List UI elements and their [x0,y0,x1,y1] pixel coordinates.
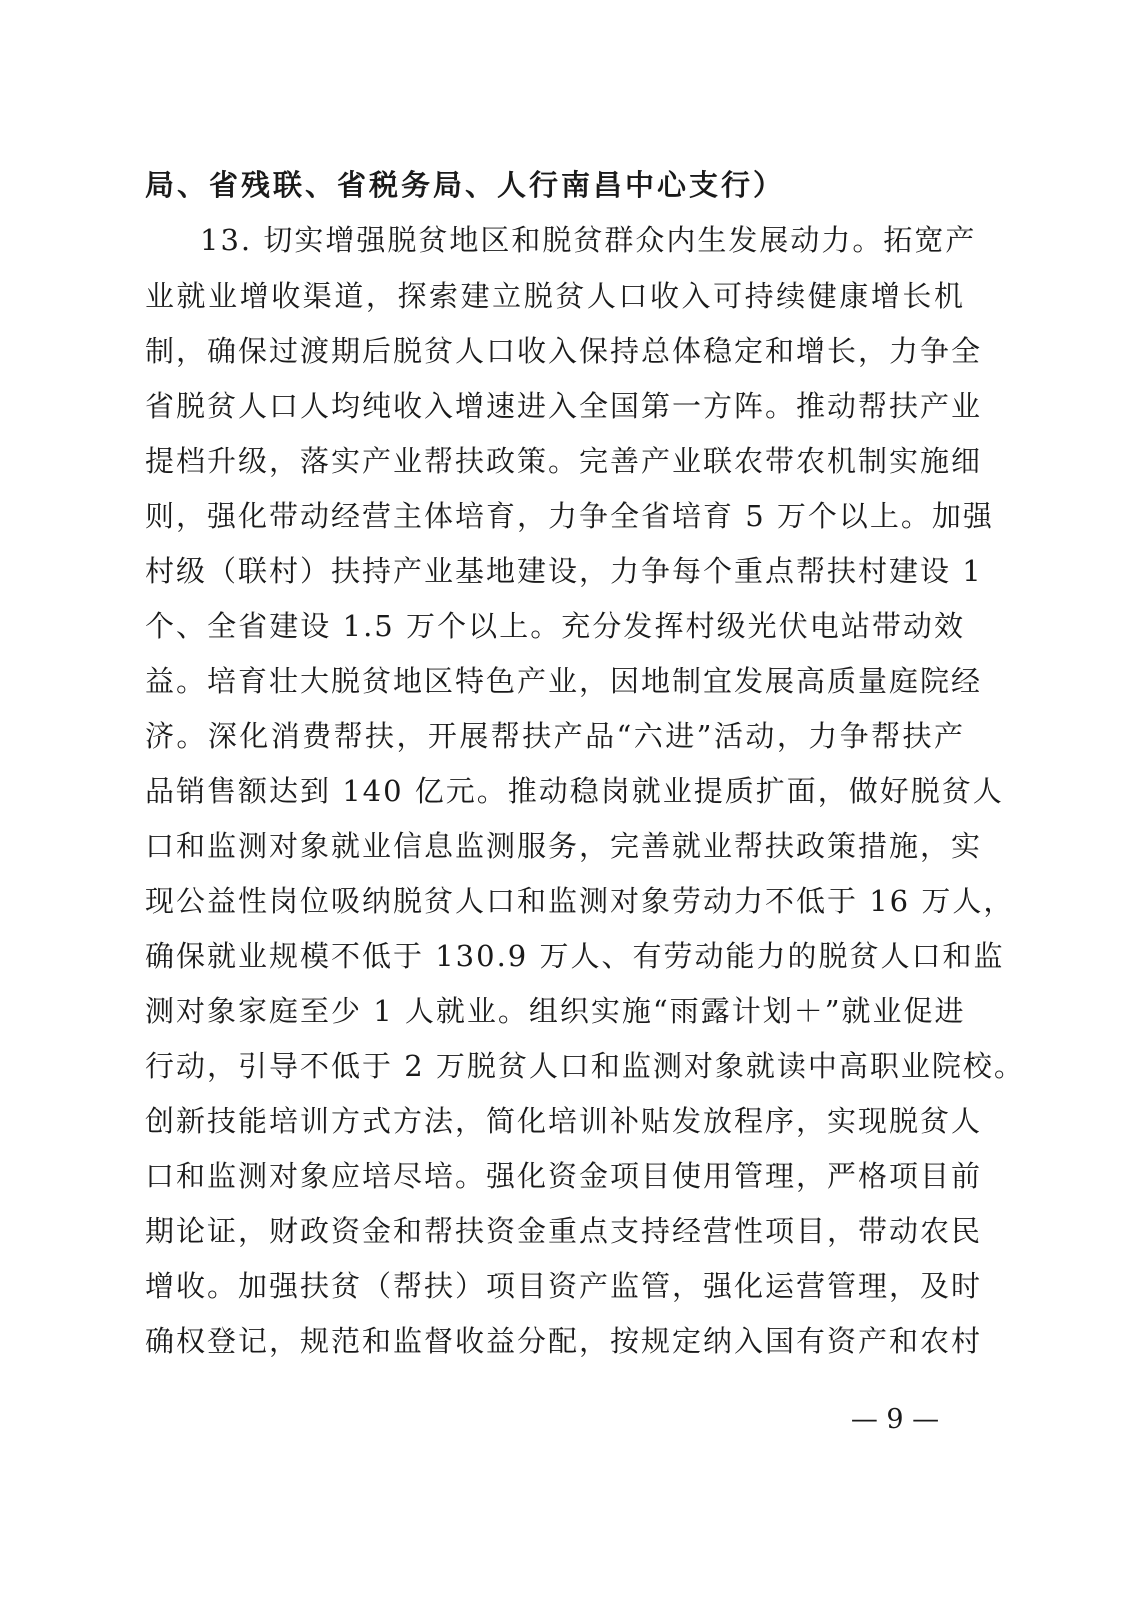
text-line: 创新技能培训方式方法，简化培训补贴发放程序，实现脱贫人 [145,1104,983,1138]
text-line: 品销售额达到 140 亿元。推动稳岗就业提质扩面，做好脱贫人 [145,774,1004,808]
text-line: 则，强化带动经营主体培育，力争全省培育 5 万个以上。加强 [145,499,994,533]
text-line: 行动，引导不低于 2 万脱贫人口和监测对象就读中高职业院校。 [145,1049,1025,1083]
text-line: 确权登记，规范和监督收益分配，按规定纳入国有资产和农村 [145,1324,983,1358]
text-line: 测对象家庭至少 1 人就业。组织实施“雨露计划＋”就业促进 [145,994,966,1028]
text-line: 期论证，财政资金和帮扶资金重点支持经营性项目，带动农民 [145,1214,983,1248]
text-line: 口和监测对象就业信息监测服务，完善就业帮扶政策措施，实 [145,829,983,863]
text-line: 村级（联村）扶持产业基地建设，力争每个重点帮扶村建设 1 [145,554,983,588]
text-line: 口和监测对象应培尽培。强化资金项目使用管理，严格项目前 [145,1159,983,1193]
text-line: 业就业增收渠道，探索建立脱贫人口收入可持续健康增长机 [145,279,965,313]
text-line: 现公益性岗位吸纳脱贫人口和监测对象劳动力不低于 16 万人， [145,884,1015,918]
text-line: 个、全省建设 1.5 万个以上。充分发挥村级光伏电站带动效 [145,609,965,643]
text-line: 确保就业规模不低于 130.9 万人、有劳动能力的脱贫人口和监 [145,939,1005,973]
text-line: 提档升级，落实产业帮扶政策。完善产业联农带农机制实施细 [145,444,983,478]
text-line: 省脱贫人口人均纯收入增速进入全国第一方阵。推动帮扶产业 [145,389,983,423]
paragraph-13-heading-line: 13. 切实增强脱贫地区和脱贫群众内生发展动力。拓宽产 [200,223,977,257]
text-line: 益。培育壮大脱贫地区特色产业，因地制宜发展高质量庭院经 [145,664,983,698]
text-line: 增收。加强扶贫（帮扶）项目资产监管，强化运营管理，及时 [145,1269,983,1303]
text-line: 制，确保过渡期后脱贫人口收入保持总体稳定和增长，力争全 [145,334,983,368]
page-number: — 9 — [850,1404,940,1435]
text-line-agencies: 局、省残联、省税务局、人行南昌中心支行） [145,168,786,202]
text-line: 济。深化消费帮扶，开展帮扶产品“六进”活动，力争帮扶产 [145,719,965,753]
